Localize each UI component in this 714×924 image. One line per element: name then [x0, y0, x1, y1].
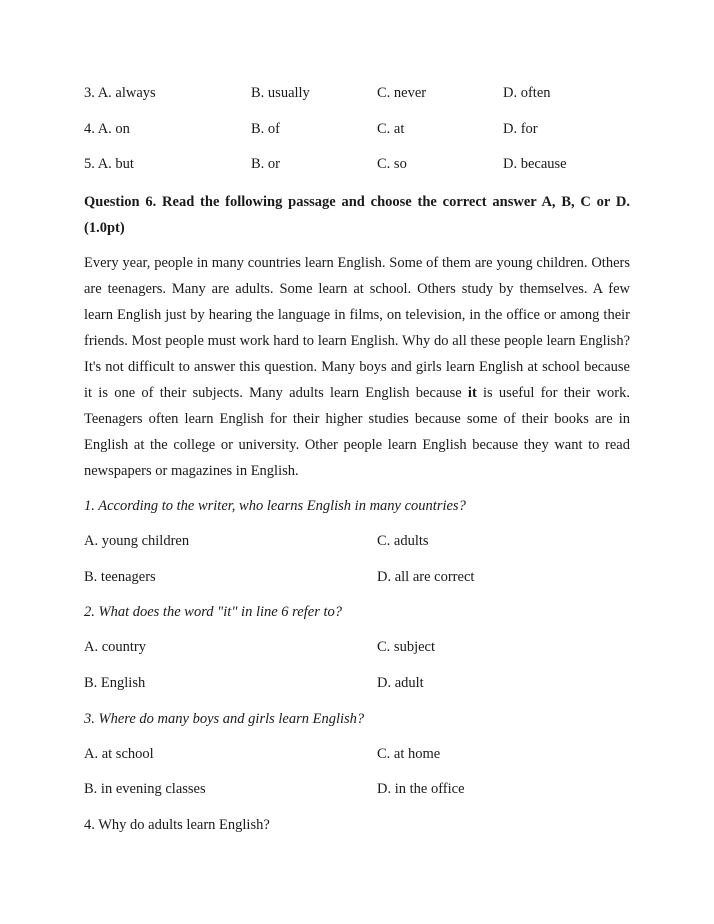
- q1-option-d: D. all are correct: [377, 569, 475, 585]
- question-1-text: 1. According to the writer, who learns English in many countries?: [84, 498, 466, 514]
- reading-passage: [84, 250, 630, 484]
- q1-option-a: A. young children: [84, 533, 190, 549]
- question-2-options-row-2: [84, 673, 630, 693]
- option-3b: B. usually: [251, 85, 310, 101]
- passage-bold-word: it: [467, 385, 477, 401]
- q2-option-b: B. English: [84, 675, 146, 691]
- option-3c: C. never: [377, 85, 427, 101]
- option-3d: D. often: [503, 85, 551, 101]
- question-2-text: 2. What does the word "it" in line 6 refer to?: [84, 604, 342, 620]
- option-4d: D. for: [503, 121, 538, 137]
- option-5b: B. or: [251, 156, 280, 172]
- question-3-text: 3. Where do many boys and girls learn English?: [84, 711, 365, 727]
- section-heading: Question 6. Read the following passage and choose the correct answer A, B, C or D. (1.0pt): [84, 194, 630, 236]
- question-3-options-row: [84, 83, 630, 103]
- passage-part-1: Every year, people in many countries learn English. Some of them are young children. Others are teenagers. Many are adults. Some learn at school. Others study by themselves. A few learn English just by hearing the language in films, on television, in the office or among their friends. Most people must work hard to learn English. Why do all these people learn English? It's not difficult to answer this question. Many boys and girls learn English at school because it is one of their subjects. Many adults learn English because: [84, 255, 630, 401]
- question-3-options-row-2: [84, 779, 630, 799]
- passage-part-2: is useful for their work. Teenagers often learn English for their higher studies because some of their books are in English at the college or university. Other people learn English because they want to read newspapers or magazines in English.: [84, 385, 630, 479]
- option-5d: D. because: [503, 156, 567, 172]
- question-4-text: 4. Why do adults learn English?: [84, 817, 270, 833]
- q3-option-a: A. at school: [84, 746, 154, 762]
- q2-option-a: A. country: [84, 639, 147, 655]
- question-4-options-row: [84, 119, 630, 139]
- option-5a: 5. A. but: [84, 156, 134, 172]
- q2-option-c: C. subject: [377, 639, 435, 655]
- question-1-options-row-1: [84, 531, 630, 551]
- question-1-options-row-2: [84, 567, 630, 587]
- option-4c: C. at: [377, 121, 405, 137]
- q2-option-d: D. adult: [377, 675, 424, 691]
- question-2-options-row-1: [84, 637, 630, 657]
- question-3-options-row-1: [84, 744, 630, 764]
- option-5c: C. so: [377, 156, 407, 172]
- q3-option-c: C. at home: [377, 746, 441, 762]
- question-5-options-row: [84, 154, 630, 174]
- option-4a: 4. A. on: [84, 121, 130, 137]
- q3-option-b: B. in evening classes: [84, 781, 206, 797]
- option-4b: B. of: [251, 121, 280, 137]
- q1-option-b: B. teenagers: [84, 569, 156, 585]
- q3-option-d: D. in the office: [377, 781, 465, 797]
- option-3a: 3. A. always: [84, 85, 156, 101]
- q1-option-c: C. adults: [377, 533, 429, 549]
